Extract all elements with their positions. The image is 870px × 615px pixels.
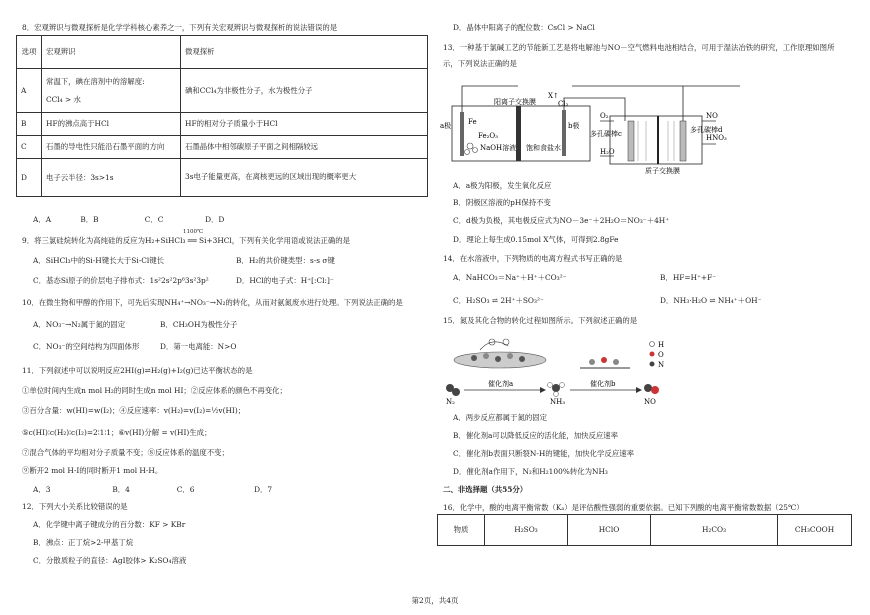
q8-option-b: B．B	[80, 215, 99, 224]
q9-option-d: D．HCl的电子式：H⁺[:Cl:]⁻	[236, 276, 334, 285]
q9-stem: 9．将三氯硅烷转化为高纯硅的反应为H₂+SiHCl₃ ══ Si+3HCl，下列有关化学用语或说法正确的是	[22, 236, 351, 245]
q15-arrowhead-b	[636, 387, 642, 393]
q13-fe2o3-particle	[473, 148, 478, 153]
q11-option-c: C．6	[176, 485, 195, 494]
q11-statement-5: ⑨断开2 mol H-I的同时断开1 mol H-H。	[22, 466, 163, 475]
q8-row-c-option: C	[17, 136, 42, 159]
q8-options	[33, 215, 224, 224]
q13-label-naoh: NaOH溶液	[480, 144, 517, 152]
q14-option-d: D．NH₃·H₂O ⇌ NH₄⁺＋OH⁻	[660, 296, 762, 305]
q15-arrowhead-a	[540, 387, 546, 393]
q15-label-cat-b: 催化剂b	[590, 380, 616, 388]
q8-row-c-macro: 石墨的导电性只能沿石墨平面的方向	[42, 136, 181, 159]
q9-option-a: A．SiHCl₃中的Si-H键长大于Si-Cl键长	[33, 256, 165, 265]
q15-no-n	[644, 384, 652, 392]
q15-nh3-h	[554, 392, 559, 397]
q13-cation-membrane	[516, 106, 521, 161]
q15-atom	[519, 356, 525, 362]
q8-header-option: 选项	[17, 36, 42, 69]
q13-label-fe: Fe	[468, 118, 477, 126]
q10-stem: 10．在微生物和甲醇的作用下，可先后实现NH₄⁺→NO₃⁻→N₂的转化，从而对氨氮废水进行处理。下列说法正确的是	[22, 298, 403, 307]
q8-row-a-macro	[42, 69, 181, 113]
q13-label-o2: O₂	[600, 112, 609, 120]
q11-statement-4: ⑦混合气体的平均相对分子质量不变；⑧反应体系的温度不变；	[22, 448, 229, 457]
q11-statement-2: ③百分含量：w(HI)=w(I₂)；④反应速率：v(H₂)=v(I₂)=½v(HI)；	[22, 406, 246, 415]
q8-row-a-micro: 碘和CCl₄为非极性分子，水为极性分子	[181, 69, 428, 113]
q13-label-a-pole: a极	[440, 122, 452, 130]
q16-header-h2co3: H₂CO₃	[651, 515, 778, 546]
q15-label-n2: N₂	[446, 398, 455, 406]
q15-legend-n-dot	[650, 362, 655, 367]
q13-label-c-pole: 多孔碳棒c	[590, 130, 622, 138]
q16-stem: 16．化学中，酸的电离平衡常数（Kₐ）是评估酸性强弱的重要依据。已知下列酸的电离平衡常数数据（25℃）	[443, 503, 804, 512]
q8-stem: 8．宏观辨识与微观探析是化学学科核心素养之一，下列有关宏观辨识与微观探析的说法错误的是	[22, 23, 338, 32]
q10-option-d: D．第一电离能：N>O	[160, 342, 237, 351]
q15-label-no: NO	[644, 398, 656, 406]
q13-fe2o3-particle	[467, 143, 473, 149]
q13-option-a: A．a极为阳极，发生氧化反应	[453, 181, 552, 190]
q10-option-b: B．CH₃OH为极性分子	[160, 320, 238, 329]
q8-table	[16, 35, 428, 197]
q15-atom	[613, 359, 619, 365]
q13-option-c: C．d极为负极，其电极反应式为NO－3e⁻＋2H₂O＝NO₃⁻＋4H⁺	[453, 216, 670, 225]
q15-atom	[471, 355, 477, 361]
q14-option-c: C．H₂SO₃ ⇌ 2H⁺＋SO₃²⁻	[453, 296, 544, 305]
q15-label-cat-a: 催化剂a	[488, 380, 514, 388]
q15-legend-o-dot	[650, 352, 655, 357]
q8-row-c-micro: 石墨晶体中相邻碳原子平面之间相隔较远	[181, 136, 428, 159]
q15-atom	[483, 353, 489, 359]
q8-row-b-micro: HF的相对分子质量小于HCl	[181, 113, 428, 136]
q12-option-d: D．晶体中阳离子的配位数：CsCl > NaCl	[453, 23, 595, 32]
q15-label-nh3: NH₃	[550, 398, 566, 406]
q14-stem: 14．在水溶液中，下列物质的电离方程式书写正确的是	[443, 254, 623, 263]
q15-option-d: D．催化剂a作用下，N₂和H₂100%转化为NH₃	[453, 467, 608, 476]
q16-header-ch3cooh: CH₃COOH	[778, 515, 852, 546]
q13-electrolysis-diagram	[440, 76, 740, 176]
q13-d-electrode	[680, 121, 686, 161]
q14-option-a: A．NaHCO₃＝Na⁺＋H⁺＋CO₃²⁻	[453, 273, 567, 282]
q15-atom	[507, 353, 513, 359]
q14-option-b: B．HF=H⁺+F⁻	[660, 273, 717, 282]
q15-legend-o: O	[658, 351, 664, 359]
q8-row-d-macro: 电子云半径：3s>1s	[42, 159, 181, 197]
q13-a-electrode	[460, 112, 464, 156]
q11-options	[33, 485, 272, 494]
q15-n2-atom	[452, 388, 460, 396]
q13-label-d-pole: 多孔碳棒d	[690, 126, 723, 134]
q11-option-b: B．4	[112, 485, 130, 494]
part2-heading: 二、非选择题（共55分）	[443, 485, 528, 494]
q13-option-d: D．理论上每生成0.15mol X气体，可得到2.8gFe	[453, 235, 619, 244]
q15-option-b: B．催化剂a可以降低反应的活化能，加快反应速率	[453, 431, 619, 440]
q8-row-a-macro-line2: CCl₄ > 水	[46, 94, 81, 104]
q8-option-d: D．D	[205, 215, 225, 224]
q15-atom	[495, 356, 501, 362]
q16-header-hclo: HClO	[568, 515, 651, 546]
q13-b-electrode	[562, 110, 566, 156]
q12-stem: 12．下列大小关系比较错误的是	[22, 502, 128, 511]
q15-option-a: A．两步反应都属于氮的固定	[453, 413, 548, 422]
q13-label-cl2: Cl₂	[558, 100, 569, 108]
q13-fe2o3-particle	[465, 150, 470, 155]
q8-row-a-option: A	[17, 69, 42, 113]
q15-option-c: C．催化剂b表面只断裂N-H的键能，加快化学反应速率	[453, 449, 635, 458]
q16-header-h2so3: H₂SO₃	[485, 515, 568, 546]
q12-option-a: A．化学键中离子键成分的百分数：KF > KBr	[33, 520, 186, 529]
q13-wire-bc	[564, 98, 625, 121]
q15-reaction-diagram	[440, 330, 700, 408]
q13-label-brine: 饱和食盐水	[526, 144, 561, 152]
q8-header-macro: 宏观辨识	[42, 36, 181, 69]
q11-statement-3: ⑤c(HI)∶c(H₂)∶c(I₂)=2∶1∶1；⑥v(HI)分解 = v(HI)生成；	[22, 428, 212, 437]
q9-option-c: C．基态Si原子的价层电子排布式：1s²2s²2p⁶3s²3p²	[33, 276, 209, 285]
q8-row-a-macro-line1: 常温下，碘在溶剂中的溶解度:	[46, 77, 145, 87]
q8-header-micro: 微观探析	[181, 36, 428, 69]
q16-header-substance: 物质	[438, 515, 485, 546]
q15-legend-h-dot	[650, 342, 655, 347]
q8-row-d-option: D	[17, 159, 42, 197]
q8-row-b-option: B	[17, 113, 42, 136]
q15-legend-h: H	[658, 341, 665, 349]
q13-stem-line1: 13．一种基于氯碱工艺的节能新工艺是将电解池与NO－空气燃料电池相结合，可用于湿法冶铁的研究，工作原理如图所	[443, 43, 835, 52]
q13-label-hno3: HNO₃	[706, 134, 727, 142]
q8-option-a: A．A	[33, 215, 52, 224]
q9-option-b: B．H₂的共价键类型：s-s σ键	[236, 256, 335, 265]
q15-atom	[589, 359, 595, 365]
q15-no-o	[651, 386, 659, 394]
q13-label-h2o: H₂O	[600, 148, 615, 156]
q15-atom	[601, 357, 607, 363]
q10-option-c: C．NO₃⁻的空间结构为四面体形	[33, 342, 140, 351]
q11-stem: 11．下列叙述中可以说明反应2HI(g)⇌H₂(g)+I₂(g)已达平衡状态的是	[22, 366, 253, 375]
q10-option-a: A．NO₃⁻→N₂属于氮的固定	[33, 320, 126, 329]
page-footer: 第2页，共4页	[411, 596, 459, 605]
q15-nh3-h	[560, 383, 565, 388]
q12-option-b: B．沸点：正丁烷>2-甲基丁烷	[33, 538, 134, 547]
q9-condition: 1100℃	[183, 229, 204, 235]
q15-stem: 15．氮及其化合物的转化过程如图所示。下列叙述正确的是	[443, 316, 638, 325]
q16-table	[437, 514, 852, 546]
q8-row-d-micro: 3s电子能量更高，在离核更远的区域出现的概率更大	[181, 159, 428, 197]
q13-label-no: NO	[706, 112, 718, 120]
q13-label-proton: 质子交换膜	[645, 167, 680, 175]
q13-label-b-pole: b极	[568, 122, 580, 130]
q8-row-b-macro: HF的沸点高于HCl	[42, 113, 181, 136]
q11-option-a: A．3	[33, 485, 51, 494]
q11-statement-1: ①单位时间内生成n mol H₂的同时生成n mol HI；②反应体系的颜色不再变化；	[22, 386, 287, 395]
q13-label-x: X↑	[548, 92, 559, 100]
q13-option-b: B．阴极区溶液的pH保持不变	[453, 198, 551, 207]
q11-option-d: D．7	[254, 485, 273, 494]
q15-legend-n: N	[658, 361, 665, 369]
q8-option-c: C．C	[144, 215, 164, 224]
q13-label-fe2o3: Fe₂O₃	[478, 132, 498, 140]
q13-fuel-cell	[610, 116, 702, 164]
q15-nh3-n	[552, 384, 560, 392]
q15-nh3-h	[548, 383, 553, 388]
q13-stem-line2: 示，下列说法正确的是	[443, 59, 517, 68]
q12-option-c: C．分散质粒子的直径：AgI胶体> K₂SO₄溶液	[33, 556, 187, 565]
q13-c-electrode	[628, 121, 634, 161]
q13-label-membrane: 阳离子交换膜	[494, 98, 536, 106]
